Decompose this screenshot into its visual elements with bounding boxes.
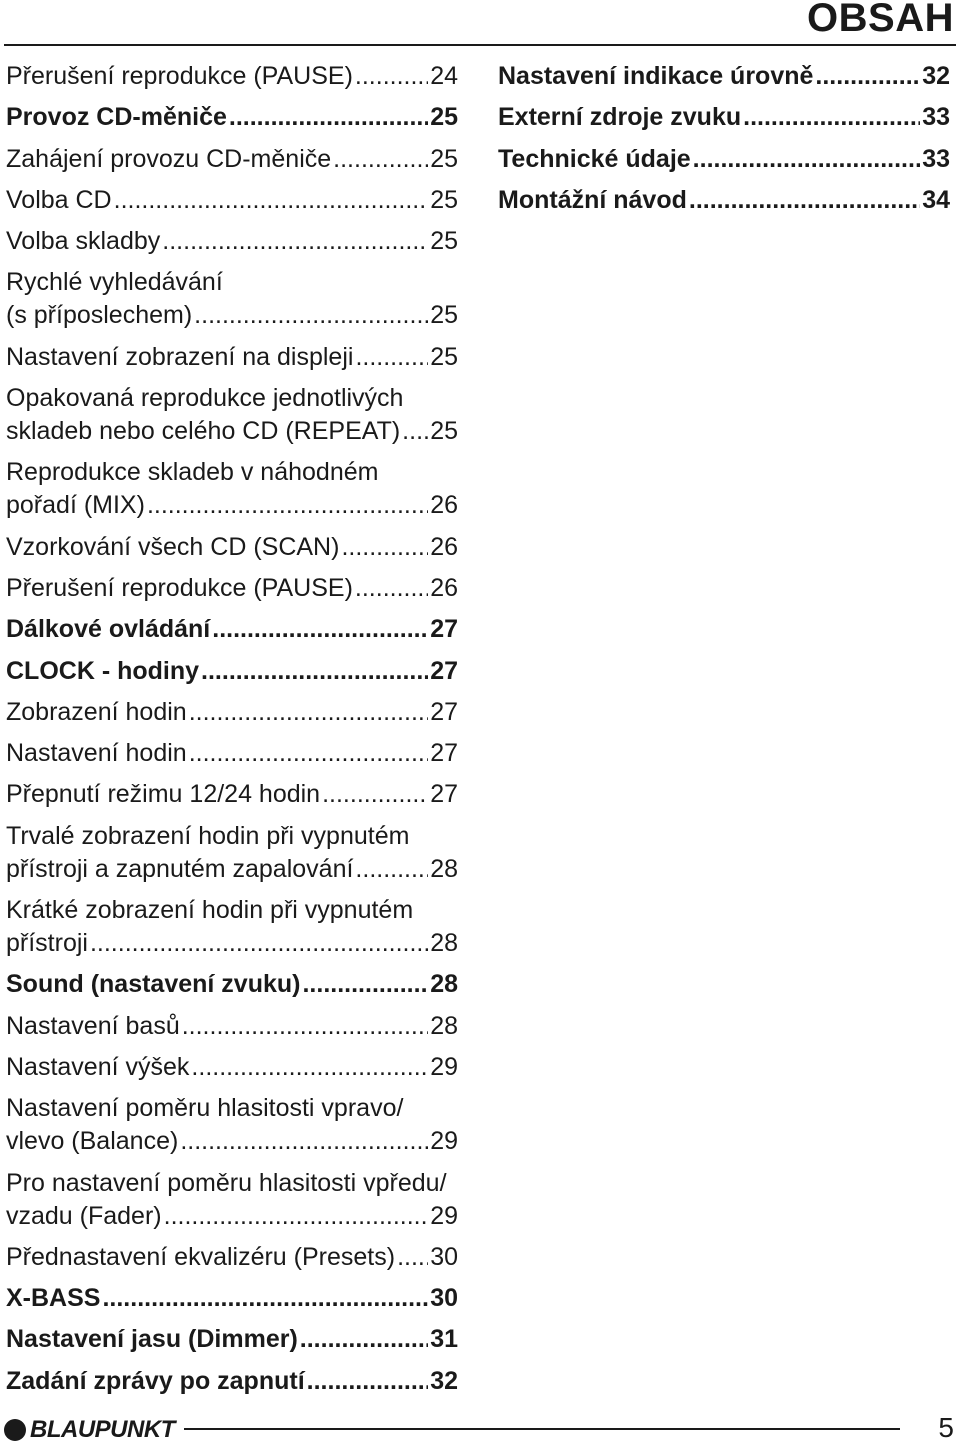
toc-entry [6, 737, 458, 770]
toc-entry [6, 1241, 458, 1274]
toc-entry-title: Rychlé vyhledávání [6, 268, 223, 297]
toc-entry-line [6, 1282, 458, 1315]
dot-leader [102, 1282, 428, 1315]
dot-leader [191, 1051, 428, 1084]
toc-entry [6, 1051, 458, 1084]
toc-entry [6, 341, 458, 374]
dot-leader [147, 489, 428, 522]
toc-entry-title: Přepnutí režimu 12/24 hodin [6, 780, 321, 809]
toc-page-number: 25 [430, 301, 458, 330]
toc-page-number: 31 [430, 1325, 458, 1354]
toc-entry-title: (s příposlechem) [6, 301, 193, 330]
toc-page-number: 33 [922, 103, 950, 132]
toc-entry-line [6, 489, 458, 522]
toc-entry-title: Přednastavení ekvalizéru (Presets) [6, 1242, 396, 1271]
toc-entry [6, 382, 458, 448]
page-footer [0, 1412, 960, 1444]
toc-entry-title: přístroji a zapnutém zapalování [6, 854, 354, 883]
toc-entry [6, 1323, 458, 1356]
toc-page-number: 28 [430, 970, 458, 999]
toc-entry-line [6, 143, 458, 176]
toc-entry-line [6, 1200, 458, 1233]
toc-entry-line [6, 266, 458, 299]
toc-page-number: 28 [430, 854, 458, 883]
toc-entry-title: X-BASS [6, 1284, 101, 1313]
dot-leader [355, 853, 428, 886]
brand-dot-icon [4, 1419, 26, 1441]
toc-entry-title: Zadání zprávy po zapnutí [6, 1366, 305, 1395]
toc-entry [498, 184, 950, 217]
toc-entry [498, 101, 950, 134]
toc-entry-title: přístroji [6, 929, 88, 958]
dot-leader [743, 101, 920, 134]
toc-entry [6, 1167, 458, 1233]
toc-entry-line [6, 894, 458, 927]
dot-leader [182, 1010, 428, 1043]
dot-leader [201, 655, 428, 688]
toc-entry [6, 60, 458, 93]
toc-entry [6, 184, 458, 217]
toc-entry-line [6, 1092, 458, 1125]
toc-entry-title: Montážní návod [498, 185, 687, 214]
toc-entry [6, 1010, 458, 1043]
toc-entry-title: Externí zdroje zvuku [498, 103, 742, 132]
dot-leader [302, 968, 428, 1001]
toc-entry-title: Pro nastavení poměru hlasitosti vpředu/ [6, 1168, 447, 1197]
toc-entry-line [6, 456, 458, 489]
header-rule [4, 44, 956, 46]
toc-page-number: 26 [430, 491, 458, 520]
toc-entry-title: Přerušení reprodukce (PAUSE) [6, 573, 353, 602]
toc-entry-line [6, 927, 458, 960]
dot-leader [355, 60, 428, 93]
toc-entry-line [6, 1365, 458, 1398]
toc-entry-title: Zobrazení hodin [6, 697, 187, 726]
dot-leader [355, 341, 428, 374]
toc-entry [6, 225, 458, 258]
toc-entry [6, 1365, 458, 1398]
toc-entry [6, 894, 458, 960]
toc-page-number: 27 [430, 615, 458, 644]
toc-entry-title: Volba CD [6, 185, 112, 214]
toc-page-number: 25 [430, 342, 458, 371]
toc-entry-line [6, 737, 458, 770]
toc-page-number: 30 [430, 1242, 458, 1271]
toc-entry [6, 1282, 458, 1315]
toc-page-number: 27 [430, 656, 458, 685]
toc-entry-line [6, 1051, 458, 1084]
toc-entry-line [6, 1125, 458, 1158]
toc-entry-line [6, 382, 458, 415]
toc-entry-title: Provoz CD-měniče [6, 103, 227, 132]
toc-page-number: 24 [430, 62, 458, 90]
toc-entry-line [6, 1241, 458, 1274]
toc-entry-title: Nastavení basů [6, 1011, 180, 1040]
page-title: OBSAH [807, 0, 954, 40]
toc-page-number: 25 [430, 144, 458, 173]
toc-entry [6, 820, 458, 886]
toc-page-number: 33 [922, 144, 950, 173]
toc-page-number: 29 [430, 1127, 458, 1156]
toc-entry-title: Volba skladby [6, 227, 161, 256]
dot-leader [307, 1365, 429, 1398]
toc-page-number: 26 [430, 573, 458, 602]
toc-entry-line [6, 572, 458, 605]
toc-entry-line [6, 1167, 458, 1200]
dot-leader [229, 101, 428, 134]
toc-entry-title: Sound (nastavení zvuku) [6, 970, 301, 999]
toc-entry [6, 101, 458, 134]
toc-entry-line [6, 820, 458, 853]
dot-leader [689, 184, 920, 217]
toc-page-number: 29 [430, 1052, 458, 1081]
toc-entry-line [6, 613, 458, 646]
dot-leader [397, 1241, 428, 1274]
toc-entry-title: Nastavení výšek [6, 1052, 190, 1081]
toc-entry-line [498, 184, 950, 217]
toc-entry-title: skladeb nebo celého CD (REPEAT) [6, 417, 401, 446]
toc-page-number: 30 [430, 1284, 458, 1313]
toc-entry-title: CLOCK - hodiny [6, 656, 200, 685]
toc-entry [6, 1092, 458, 1158]
toc-entry-title: Opakovaná reprodukce jednotlivých [6, 384, 404, 413]
toc-entry-title: Technické údaje [498, 144, 691, 173]
toc-entry [498, 143, 950, 176]
toc-entry-title: Zahájení provozu CD-měniče [6, 144, 332, 173]
toc-entry [6, 143, 458, 176]
toc-entry [6, 456, 458, 522]
toc-entry-line [6, 696, 458, 729]
toc-entry-line [6, 968, 458, 1001]
toc-entry-line [6, 778, 458, 811]
toc-entry [6, 968, 458, 1001]
toc-entry-line [498, 60, 950, 93]
toc-entry-line [498, 101, 950, 134]
toc-entry-title: Nastavení jasu (Dimmer) [6, 1325, 298, 1354]
toc-entry-title: pořadí (MIX) [6, 491, 145, 520]
toc-page-number: 27 [430, 780, 458, 809]
toc-entry-title: Krátké zobrazení hodin při vypnutém [6, 896, 414, 925]
toc-entry-line [6, 60, 458, 93]
dot-leader [164, 1200, 429, 1233]
toc-page-number: 25 [430, 417, 458, 446]
toc-entry-line [498, 143, 950, 176]
toc-entry-title: vlevo (Balance) [6, 1127, 179, 1156]
dot-leader [355, 572, 428, 605]
toc-entry-title: vzadu (Fader) [6, 1201, 162, 1230]
toc-page-number: 26 [430, 532, 458, 561]
dot-leader [162, 225, 428, 258]
toc-entry-line [6, 655, 458, 688]
toc-entry-title: Přerušení reprodukce (PAUSE) [6, 62, 353, 90]
dot-leader [189, 737, 429, 770]
toc-entry-line [6, 184, 458, 217]
toc-entry [6, 778, 458, 811]
toc-page-number: 25 [430, 185, 458, 214]
page-number: 5 [938, 1412, 954, 1443]
toc-entry-line [6, 225, 458, 258]
toc-entry [6, 613, 458, 646]
toc-page-number: 27 [430, 739, 458, 768]
dot-leader [693, 143, 921, 176]
toc-entry-line [6, 531, 458, 564]
toc-page-number: 28 [430, 1011, 458, 1040]
toc-page-number: 25 [430, 103, 458, 132]
dot-leader [300, 1323, 428, 1356]
toc-right-column [498, 60, 950, 225]
toc-entry-line [6, 1010, 458, 1043]
toc-entry-title: Trvalé zobrazení hodin při vypnutém [6, 821, 410, 850]
toc-entry [6, 696, 458, 729]
toc-entry-title: Reprodukce skladeb v náhodném [6, 458, 379, 487]
toc-entry-line [6, 341, 458, 374]
dot-leader [322, 778, 428, 811]
toc-entry-title: Vzorkování všech CD (SCAN) [6, 532, 340, 561]
toc-entry [498, 60, 950, 93]
brand-name: BLAUPUNKT [30, 1416, 175, 1443]
toc-page-number: 27 [430, 697, 458, 726]
toc-page-number: 32 [430, 1366, 458, 1395]
toc-page-number: 29 [430, 1201, 458, 1230]
toc-entry [6, 572, 458, 605]
dot-leader [815, 60, 920, 93]
toc-page-number: 34 [922, 185, 950, 214]
toc-entry-title: Dálkové ovládání [6, 615, 211, 644]
dot-leader [212, 613, 428, 646]
dot-leader [341, 531, 428, 564]
toc-entry-title: Nastavení poměru hlasitosti vpravo/ [6, 1094, 404, 1123]
dot-leader [402, 415, 428, 448]
toc-left-column [6, 60, 458, 1406]
footer-rule [184, 1428, 900, 1430]
dot-leader [333, 143, 428, 176]
toc-entry-title: Nastavení hodin [6, 739, 187, 768]
toc-page-number: 28 [430, 929, 458, 958]
toc-entry-line [6, 853, 458, 886]
toc-entry [6, 655, 458, 688]
toc-entry-title: Nastavení indikace úrovně [498, 62, 814, 90]
toc-entry [6, 531, 458, 564]
toc-entry-line [6, 1323, 458, 1356]
toc-page-number: 25 [430, 227, 458, 256]
toc-entry-title: Nastavení zobrazení na displeji [6, 342, 354, 371]
toc-page-number: 32 [922, 62, 950, 90]
toc-entry-line [6, 101, 458, 134]
dot-leader [194, 299, 428, 332]
toc-entry [6, 266, 458, 332]
dot-leader [90, 927, 428, 960]
dot-leader [180, 1125, 428, 1158]
toc-entry-line [6, 299, 458, 332]
dot-leader [114, 184, 429, 217]
dot-leader [189, 696, 429, 729]
toc-entry-line [6, 415, 458, 448]
